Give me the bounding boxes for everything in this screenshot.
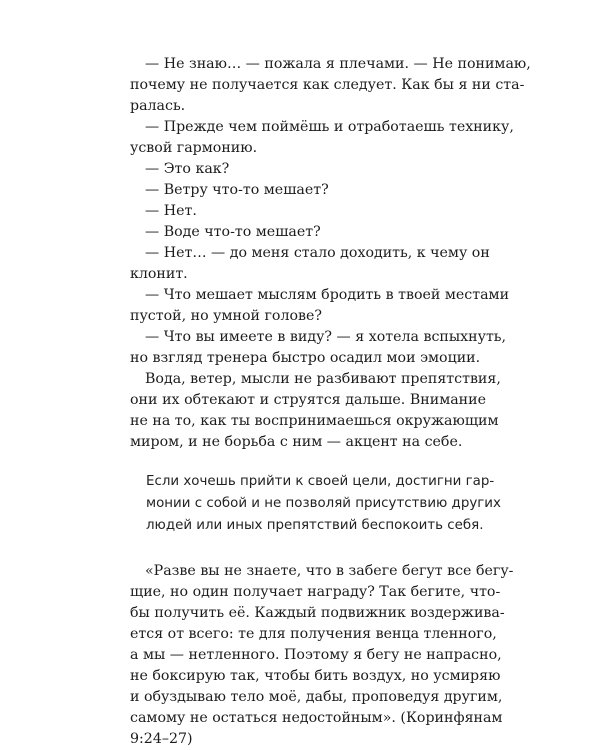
text-line: — Ветру что-то мешает? [145,182,329,198]
quote-line: щие, но один получает награду? Так бегите, что- [130,584,501,600]
text-line: но взгляд тренера быстро осадил мои эмоции. [130,350,481,366]
text-line: миром, и не борьба с ним — акцент на себе. [130,434,463,450]
text-line: Вода, ветер, мысли не разбивают препятствия, [145,371,501,387]
quote-line: бы получить её. Каждый подвижник воздержива- [130,605,505,621]
text-line: — Воде что-то мешает? [145,224,321,240]
text-line: пустой, но умной голове? [130,308,322,324]
text-line: ралась. [130,98,186,114]
quote-line: и обуздываю тело моё, дабы, проповедуя другим, [130,689,503,705]
quote-line: ется от всего: те для получения венца тленного, [130,626,497,642]
text-line: они их обтекают и струятся дальше. Внимание [130,392,486,408]
quote-line: а мы — нетленного. Поэтому я бегу не напрасно, [130,647,502,663]
callout-line: монии с собой и не позволяй присутствию других [146,496,501,511]
quote-line: 9:24–27) [130,731,193,747]
text-line: — Не знаю… — пожала я плечами. — Не понимаю, [145,56,531,72]
text-line: клонит. [130,266,188,282]
text-line: — Нет. [145,203,197,219]
text-line: — Прежде чем поймёшь и отработаешь технику, [145,119,514,135]
callout-line: людей или иных препятствий беспокоить себя. [146,518,484,533]
text-line: не на то, как ты воспринимаешься окружающим [130,413,499,429]
text-line: почему не получается как следует. Как бы я ни ста- [130,77,525,93]
quote-line: самому не остаться недостойным». (Коринфянам [130,710,503,726]
quote-line: «Разве вы не знаете, что в забеге бегут все бегу- [145,563,514,579]
text-line: усвой гармонию. [130,140,258,156]
text-line: — Что вы имеете в виду? — я хотела вспыхнуть, [145,329,507,345]
quote-line: не боксирую так, чтобы бить воздух, но усмиряю [130,668,501,684]
text-line: — Это как? [145,161,230,177]
text-line: — Что мешает мыслям бродить в твоей местами [145,287,510,303]
text-line: — Нет… — до меня стало доходить, к чему он [145,245,490,261]
callout-line: Если хочешь прийти к своей цели, достигни гар- [146,474,495,489]
